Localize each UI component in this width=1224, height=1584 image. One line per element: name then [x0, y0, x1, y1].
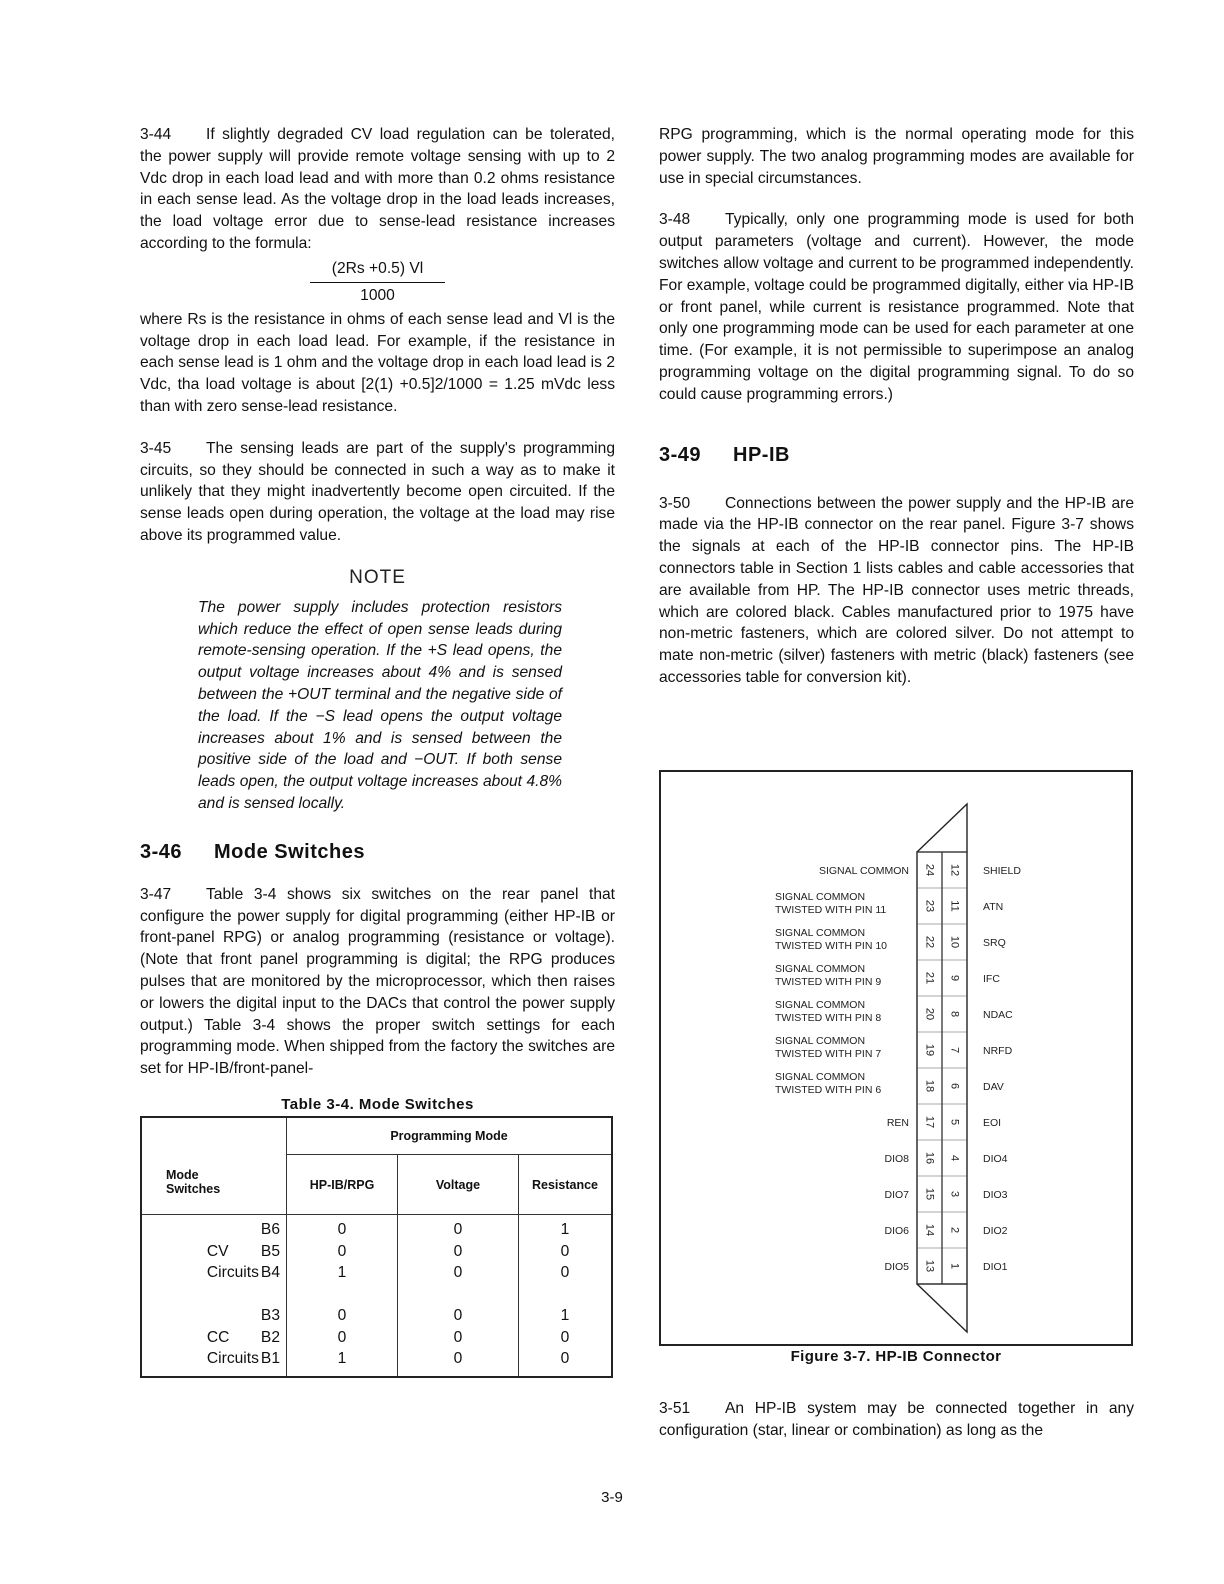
pin-signal-label: ATN — [983, 901, 1004, 913]
pin-signal-label: SIGNAL COMMON — [775, 999, 866, 1011]
header-mode: Mode — [166, 1168, 199, 1183]
table-cell: 1 — [337, 1350, 347, 1368]
pin-number: 3 — [948, 1190, 961, 1198]
voltage-values-column — [398, 1215, 519, 1377]
table-cell: 0 — [453, 1328, 463, 1346]
pin-number: 4 — [948, 1154, 961, 1162]
formula-denominator: 1000 — [360, 286, 395, 304]
header-hpib-rpg: HP-IB/RPG — [287, 1155, 398, 1215]
table-cell: 0 — [337, 1242, 347, 1260]
pin-signal-label: TWISTED WITH PIN 8 — [775, 1012, 882, 1024]
formula-numerator: (2Rs +0.5) Vl — [310, 259, 445, 283]
pin-signal-label: DIO1 — [983, 1261, 1008, 1273]
pin-number: 12 — [948, 863, 961, 877]
header-switches: Switches — [166, 1182, 221, 1197]
figure-hpib-connector — [659, 770, 1133, 1346]
pin-number: 13 — [923, 1259, 936, 1273]
table-cell: 0 — [453, 1264, 463, 1282]
pin-signal-label: TWISTED WITH PIN 6 — [775, 1084, 882, 1096]
paragraph-3-45 — [140, 438, 615, 547]
paragraph-text: Table 3-4 shows six switches on the rear panel that configure the power supply for digital programming (either HP-IB or front-panel RPG) or analog programming (resistance or voltage). (Note that front panel programming is digital; the RPG produces pulses that are monitored by the microprocessor, which then raises or lowers the digital input to the DACs that control the power supply output.) Table 3-4 shows the proper switch settings for each programming mode. When shipped from the factory the switches are set for HP-IB/front-panel- — [140, 885, 615, 1078]
table-cell: 0 — [337, 1307, 347, 1325]
pin-signal-label: SIGNAL COMMON — [775, 927, 866, 939]
mode-switches-table — [140, 1116, 613, 1378]
table-row-label: Circuits B4 — [206, 1264, 280, 1282]
paragraph-number: 3-47 — [140, 885, 172, 903]
paragraph-text: Connections between the power supply and the HP-IB are made via the HP-IB connector on the rear panel. Figure 3-7 shows the signals at each of the HP-IB connector pins. The HP-IB connectors table in Section 1 lists cables and cable accessories that are available from HP. The HP-IB connector uses metric threads, which are colored black. Cables manufactured prior to 1975 have non-metric fasteners, which are colored silver. Do not attempt to mate non-metric (silver) fasteners with metric (black) fasteners (see accessories table for conversion kit). — [659, 494, 1134, 686]
pin-number: 9 — [948, 974, 961, 982]
pin-signal-label: TWISTED WITH PIN 7 — [775, 1048, 882, 1060]
pin-number: 22 — [923, 935, 936, 949]
pin-number: 20 — [923, 1007, 936, 1021]
pin-number: 10 — [948, 935, 961, 949]
table-row-label: B6 — [260, 1221, 280, 1239]
header-voltage: Voltage — [398, 1155, 519, 1215]
pin-signal-label: SHIELD — [983, 865, 1021, 877]
pin-number: 6 — [948, 1082, 961, 1090]
paragraph-3-47 — [140, 884, 615, 1080]
pin-number: 17 — [923, 1115, 936, 1129]
pin-number: 11 — [948, 900, 961, 912]
paragraph-3-51 — [659, 1398, 1134, 1442]
table-cell: 0 — [453, 1221, 463, 1239]
paragraph-text: If slightly degraded CV load regulation can be tolerated, the power supply will provide remote voltage sensing with up to 2 Vdc drop in each load lead and with more than 0.2 ohms resistance in each sense lead. As the voltage drop in the load leads increases, the load voltage error due to sense-lead resistance increases according to the formula: — [140, 126, 615, 252]
connector-bottom-end — [917, 1284, 967, 1332]
paragraph-text: An HP-IB system may be connected together in any configuration (star, linear or combination) as long as the — [659, 1400, 1134, 1439]
paragraph-3-44 — [140, 124, 615, 255]
paragraph-number: 3-45 — [140, 439, 172, 457]
paragraph-3-48 — [659, 209, 1134, 405]
pin-number: 24 — [923, 863, 936, 877]
pin-number: 21 — [923, 971, 936, 985]
pin-signal-label: NDAC — [983, 1009, 1013, 1021]
section-heading-hpib — [659, 444, 1134, 467]
pin-signal-label: DIO7 — [884, 1189, 909, 1201]
pin-number: 5 — [948, 1118, 961, 1126]
paragraph-text: Typically, only one programming mode is used for both output parameters (voltage and current). However, the mode switches allow voltage and current to be programmed independently. For example, voltage could be programmed digitally, either via HP-IB or front panel, while current is resistance programmed. Note that only one programming mode can be used for each parameter at one time. (For example, it is not permissible to superimpose an analog programming voltage on the digital programming signal. To do so could cause programming errors.) — [659, 211, 1134, 403]
table-cell: 0 — [560, 1264, 570, 1282]
pin-number: 7 — [948, 1046, 961, 1054]
paragraph-number: 3-51 — [659, 1400, 691, 1417]
pin-number: 23 — [923, 899, 936, 913]
pin-signal-label: DIO3 — [983, 1189, 1008, 1201]
header-resistance: Resistance — [519, 1155, 613, 1215]
pin-number: 8 — [948, 1010, 961, 1018]
connector-body — [917, 804, 967, 1332]
paragraph-number: 3-50 — [659, 494, 691, 512]
pin-signal-label: DIO2 — [983, 1225, 1008, 1237]
pin-signal-label: SRQ — [983, 937, 1006, 949]
switch-labels-column — [141, 1215, 287, 1377]
section-number: 3-46 — [140, 840, 183, 863]
table-cell: 0 — [453, 1307, 463, 1325]
pin-signal-label: DIO8 — [884, 1153, 909, 1165]
connector-top-end — [917, 804, 967, 852]
table-cell: 0 — [453, 1242, 463, 1260]
resistance-values-column — [519, 1215, 613, 1377]
pin-number: 2 — [948, 1226, 961, 1234]
pin-signal-label: NRFD — [983, 1045, 1013, 1057]
note-title: NOTE — [349, 566, 406, 588]
pin-signal-label: DAV — [983, 1081, 1004, 1093]
pin-signal-label: SIGNAL COMMON — [775, 1071, 866, 1083]
pin-signal-label: EOI — [983, 1117, 1002, 1129]
header-mode-switches — [141, 1117, 287, 1215]
left-pin-labels — [775, 865, 909, 1273]
table-cell: 1 — [560, 1221, 570, 1239]
table-title: Table 3-4. Mode Switches — [281, 1095, 474, 1113]
section-title: Mode Switches — [214, 840, 365, 863]
page-number: 3-9 — [601, 1489, 623, 1506]
right-column — [659, 124, 1134, 689]
pin-signal-label: SIGNAL COMMON — [818, 865, 909, 877]
section-title: HP-IB — [733, 443, 790, 466]
pin-signal-label: TWISTED WITH PIN 10 — [775, 940, 888, 952]
table-cell: 0 — [337, 1328, 347, 1346]
connector-diagram — [661, 772, 1131, 1344]
pin-number: 1 — [948, 1262, 961, 1270]
pin-signal-label: DIO4 — [983, 1153, 1008, 1165]
table-cell: 0 — [453, 1350, 463, 1368]
pin-signal-label: SIGNAL COMMON — [775, 891, 866, 903]
paragraph-3-51-block — [659, 1398, 1134, 1442]
table-cell: 0 — [560, 1350, 570, 1368]
paragraph-3-44-continued: where Rs is the resistance in ohms of each sense lead and Vl is the voltage drop in each load lead. For example, if the resistance in each sense lead is 1 ohm and the voltage drop in each load lead is 2 Vdc, tha load voltage is about [2(1) +0.5]2/1000 = 1.25 mVdc less than with zero sense-lead resistance. — [140, 310, 615, 415]
section-number: 3-49 — [659, 443, 702, 466]
table-cell: 1 — [560, 1307, 570, 1325]
section-heading-mode-switches — [140, 841, 615, 864]
paragraph-continued: RPG programming, which is the normal operating mode for this power supply. The two analog programming modes are available for use in special circumstances. — [659, 126, 1134, 187]
pin-number: 15 — [923, 1187, 936, 1201]
table-cell: 0 — [560, 1328, 570, 1346]
header-programming-mode: Programming Mode — [287, 1117, 613, 1155]
left-column — [140, 124, 615, 1378]
paragraph-text: The sensing leads are part of the supply's programming circuits, so they should be connected in such a way as to make it unlikely that they might inadvertently become open circuited. If the sense leads open during operation, the voltage at the load may rise above its programmed value. — [140, 439, 615, 544]
pin-signal-label: DIO5 — [884, 1261, 909, 1273]
figure-caption: Figure 3-7. HP-IB Connector — [790, 1348, 1002, 1365]
table-cell: 0 — [560, 1242, 570, 1260]
table-row-label: CC B2 — [206, 1328, 280, 1346]
pin-number: 14 — [923, 1223, 936, 1237]
table-cell: 0 — [337, 1221, 347, 1239]
pin-signal-label: TWISTED WITH PIN 11 — [775, 904, 887, 916]
pin-signal-label: SIGNAL COMMON — [775, 963, 866, 975]
pin-number: 19 — [923, 1043, 936, 1057]
pin-signal-label: DIO6 — [884, 1225, 909, 1237]
sense-lead-formula — [140, 259, 615, 307]
note-body: The power supply includes protection resistors which reduce the effect of open sense leads during remote-sensing operation. If the +S lead opens, the output voltage increases about 4% and is sensed between the +OUT terminal and the negative side of the load. If the −S lead opens the output voltage increases about 1% and is sensed between the positive side of the load and −OUT. If both sense leads open, the output voltage increases about 4.8% and is sensed locally. — [198, 598, 562, 812]
hpib-values-column — [287, 1215, 398, 1377]
pin-signal-label: TWISTED WITH PIN 9 — [775, 976, 882, 988]
paragraph-number: 3-48 — [659, 211, 691, 229]
pin-signal-label: REN — [886, 1117, 909, 1129]
pin-signal-label: IFC — [983, 973, 1000, 985]
table-row-label: CV B5 — [206, 1242, 280, 1260]
pin-number: 18 — [923, 1079, 936, 1093]
pin-number: 16 — [923, 1151, 936, 1165]
paragraph-3-50 — [659, 493, 1134, 689]
pin-signal-label: SIGNAL COMMON — [775, 1035, 866, 1047]
table-cell: 1 — [337, 1264, 347, 1282]
paragraph-number: 3-44 — [140, 126, 172, 143]
table-row-label: Circuits B1 — [206, 1350, 280, 1368]
table-row-label: B3 — [260, 1307, 280, 1325]
right-pin-labels — [983, 865, 1021, 1273]
